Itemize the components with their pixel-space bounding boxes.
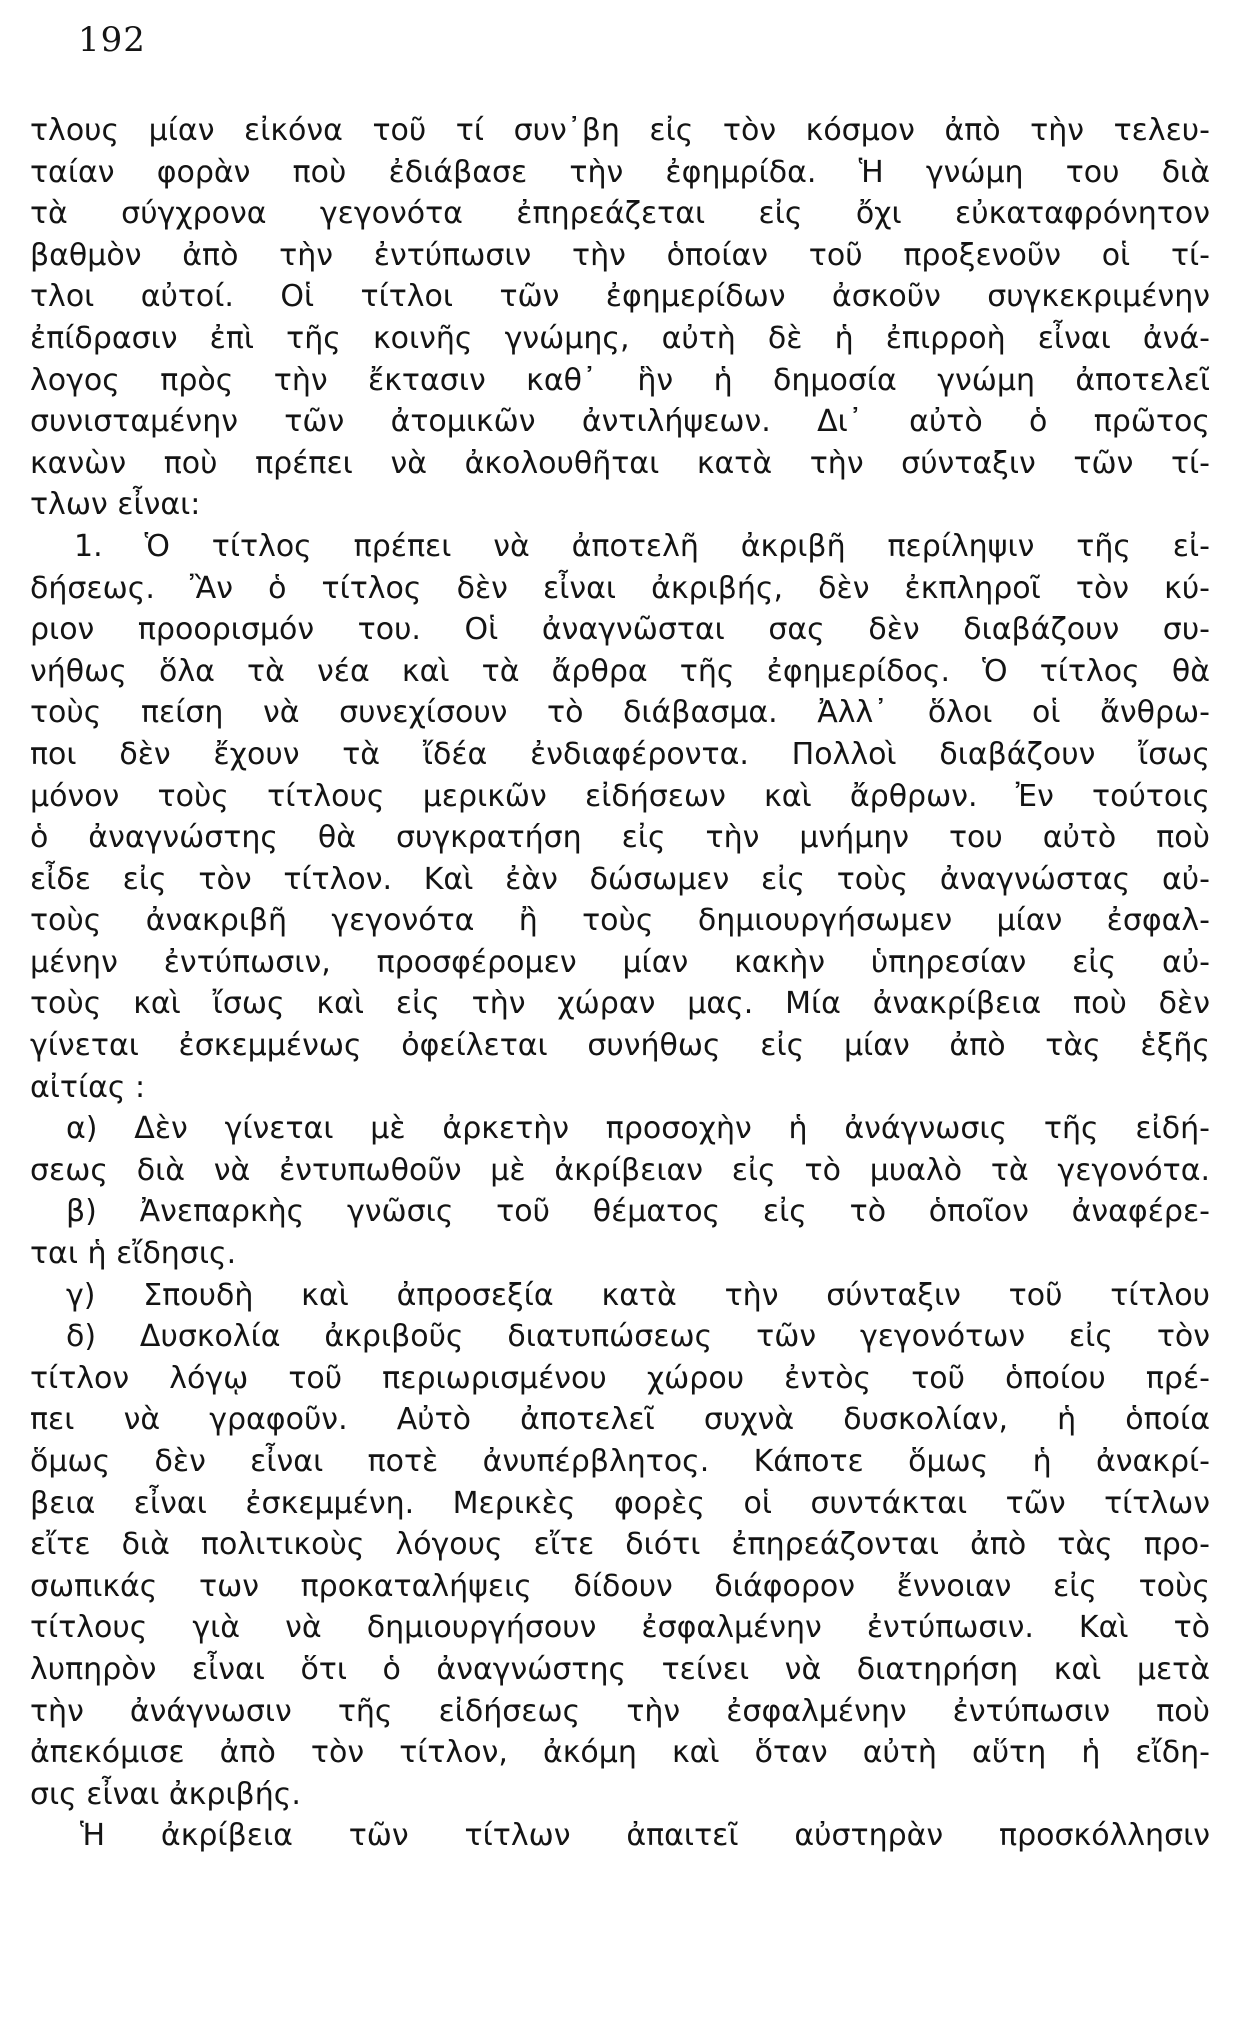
text-line: δήσεως. Ἂν ὁ τίτλος δὲν εἶναι ἀκριβής, δὲν ἐκπληροῖ τὸν κύ-: [30, 570, 1210, 606]
text-line: βεια εἶναι ἐσκεμμένη. Μερικὲς φορὲς οἱ συντάκται τῶν τίτλων: [30, 1485, 1210, 1521]
text-line: σωπικάς των προκαταλήψεις δίδουν διάφορον ἔννοιαν εἰς τοὺς: [30, 1568, 1210, 1604]
text-line: τοὺς ἀνακριβῆ γεγονότα ἢ τοὺς δημιουργήσωμεν μίαν ἐσφαλ-: [30, 903, 1210, 939]
text-line: βαθμὸν ἀπὸ τὴν ἐντύπωσιν τὴν ὁποίαν τοῦ προξενοῦν οἱ τί-: [30, 237, 1210, 273]
text-line: λυπηρὸν εἶναι ὅτι ὁ ἀναγνώστης τείνει νὰ διατηρήση καὶ μετὰ: [30, 1651, 1210, 1687]
text-line: δ) Δυσκολία ἀκριβοῦς διατυπώσεως τῶν γεγονότων εἰς τὸν: [66, 1319, 1210, 1355]
text-line: γίνεται ἐσκεμμένως ὀφείλεται συνήθως εἰς μίαν ἀπὸ τὰς ἑξῆς: [30, 1028, 1210, 1064]
text-line: ἀπεκόμισε ἀπὸ τὸν τίτλον, ἀκόμη καὶ ὅταν αὐτὴ αὕτη ἡ εἴδη-: [30, 1735, 1210, 1771]
text-line: 1. Ὁ τίτλος πρέπει νὰ ἀποτελῆ ἀκριβῆ περίληψιν τῆς εἰ-: [74, 528, 1210, 564]
text-line: εἴτε διὰ πολιτικοὺς λόγους εἴτε διότι ἐπηρεάζονται ἀπὸ τὰς προ-: [30, 1527, 1210, 1563]
text-line: τλων εἶναι:: [30, 487, 201, 523]
text-line: τοὺς καὶ ἴσως καὶ εἰς τὴν χώραν μας. Μία ἀνακρίβεια ποὺ δὲν: [30, 986, 1210, 1022]
text-line: συνισταμένην τῶν ἀτομικῶν ἀντιλήψεων. Δι᾽ αὐτὸ ὁ πρῶτος: [30, 404, 1210, 440]
page-number: 192: [78, 20, 146, 60]
text-line: τίτλους γιὰ νὰ δημιουργήσουν ἐσφαλμένην ἐντύπωσιν. Καὶ τὸ: [30, 1610, 1210, 1646]
text-line: τλους μίαν εἰκόνα τοῦ τί συν᾽βη εἰς τὸν κόσμον ἀπὸ τὴν τελευ-: [30, 113, 1210, 148]
text-line: μόνον τοὺς τίτλους μερικῶν εἰδήσεων καὶ ἄρθρων. Ἐν τούτοις: [30, 778, 1210, 814]
text-line: πει νὰ γραφοῦν. Αὐτὸ ἀποτελεῖ συχνὰ δυσκολίαν, ἡ ὁποία: [30, 1402, 1210, 1438]
body-text: [30, 110, 1210, 1857]
text-line: εἶδε εἰς τὸν τίτλον. Καὶ ἐὰν δώσωμεν εἰς τοὺς ἀναγνώστας αὐ-: [30, 861, 1210, 897]
text-line: τὰ σύγχρονα γεγονότα ἐπηρεάζεται εἰς ὄχι εὐκαταφρόνητον: [30, 196, 1210, 232]
text-line: κανὼν ποὺ πρέπει νὰ ἀκολουθῆται κατὰ τὴν σύνταξιν τῶν τί-: [30, 445, 1210, 481]
text-line: ὅμως δὲν εἶναι ποτὲ ἀνυπέρβλητος. Κάποτε ὅμως ἡ ἀνακρί-: [30, 1444, 1210, 1479]
text-line: α) Δὲν γίνεται μὲ ἀρκετὴν προσοχὴν ἡ ἀνάγνωσις τῆς εἰδή-: [66, 1111, 1210, 1147]
text-line: σεως διὰ νὰ ἐντυπωθοῦν μὲ ἀκρίβειαν εἰς τὸ μυαλὸ τὰ γεγονότα.: [30, 1152, 1210, 1188]
text-line: λογος πρὸς τὴν ἔκτασιν καθ᾽ ἣν ἡ δημοσία γνώμη ἀποτελεῖ: [30, 362, 1210, 398]
text-line: ἐπίδρασιν ἐπὶ τῆς κοινῆς γνώμης, αὐτὴ δὲ ἡ ἐπιρροὴ εἶναι ἀνά-: [30, 320, 1210, 356]
text-line: τοὺς πείση νὰ συνεχίσουν τὸ διάβασμα. Ἀλλ᾽ ὅλοι οἱ ἄνθρω-: [30, 695, 1210, 731]
text-line: νήθως ὅλα τὰ νέα καὶ τὰ ἄρθρα τῆς ἐφημερίδος. Ὁ τίτλος θὰ: [30, 653, 1210, 689]
text-line: σις εἶναι ἀκριβής.: [30, 1776, 301, 1812]
text-line: ριον προορισμόν του. Οἱ ἀναγνῶσται σας δὲν διαβάζουν συ-: [30, 612, 1210, 648]
text-line: γ) Σπουδὴ καὶ ἀπροσεξία κατὰ τὴν σύνταξιν τοῦ τίτλου: [66, 1277, 1210, 1313]
text-line: β) Ἀνεπαρκὴς γνῶσις τοῦ θέματος εἰς τὸ ὁποῖον ἀναφέρε-: [66, 1194, 1210, 1230]
text-line: τίτλον λόγῳ τοῦ περιωρισμένου χώρου ἐντὸς τοῦ ὁποίου πρέ-: [30, 1360, 1210, 1396]
text-line: ποι δὲν ἔχουν τὰ ἴδέα ἐνδιαφέροντα. Πολλοὶ διαβάζουν ἴσως: [30, 736, 1210, 772]
text-line: ὁ ἀναγνώστης θὰ συγκρατήση εἰς τὴν μνήμην του αὐτὸ ποὺ: [30, 820, 1210, 856]
text-line: ται ἡ εἴδησις.: [30, 1236, 237, 1272]
text-line: αἰτίας :: [30, 1069, 146, 1105]
text-line: ταίαν φορὰν ποὺ ἐδιάβασε τὴν ἐφημρίδα. Ἡ γνώμη του διὰ: [30, 154, 1210, 190]
text-line: τλοι αὐτοί. Οἱ τίτλοι τῶν ἐφημερίδων ἀσκοῦν συγκεκριμένην: [30, 279, 1210, 315]
text-line: τὴν ἀνάγνωσιν τῆς εἰδήσεως τὴν ἐσφαλμένην ἐντύπωσιν ποὺ: [30, 1693, 1210, 1729]
text-line: Ἡ ἀκρίβεια τῶν τίτλων ἀπαιτεῖ αὐστηρὰν προσκόλλησιν: [80, 1818, 1210, 1854]
text-line: μένην ἐντύπωσιν, προσφέρομεν μίαν κακὴν ὑπηρεσίαν εἰς αὐ-: [30, 944, 1210, 980]
